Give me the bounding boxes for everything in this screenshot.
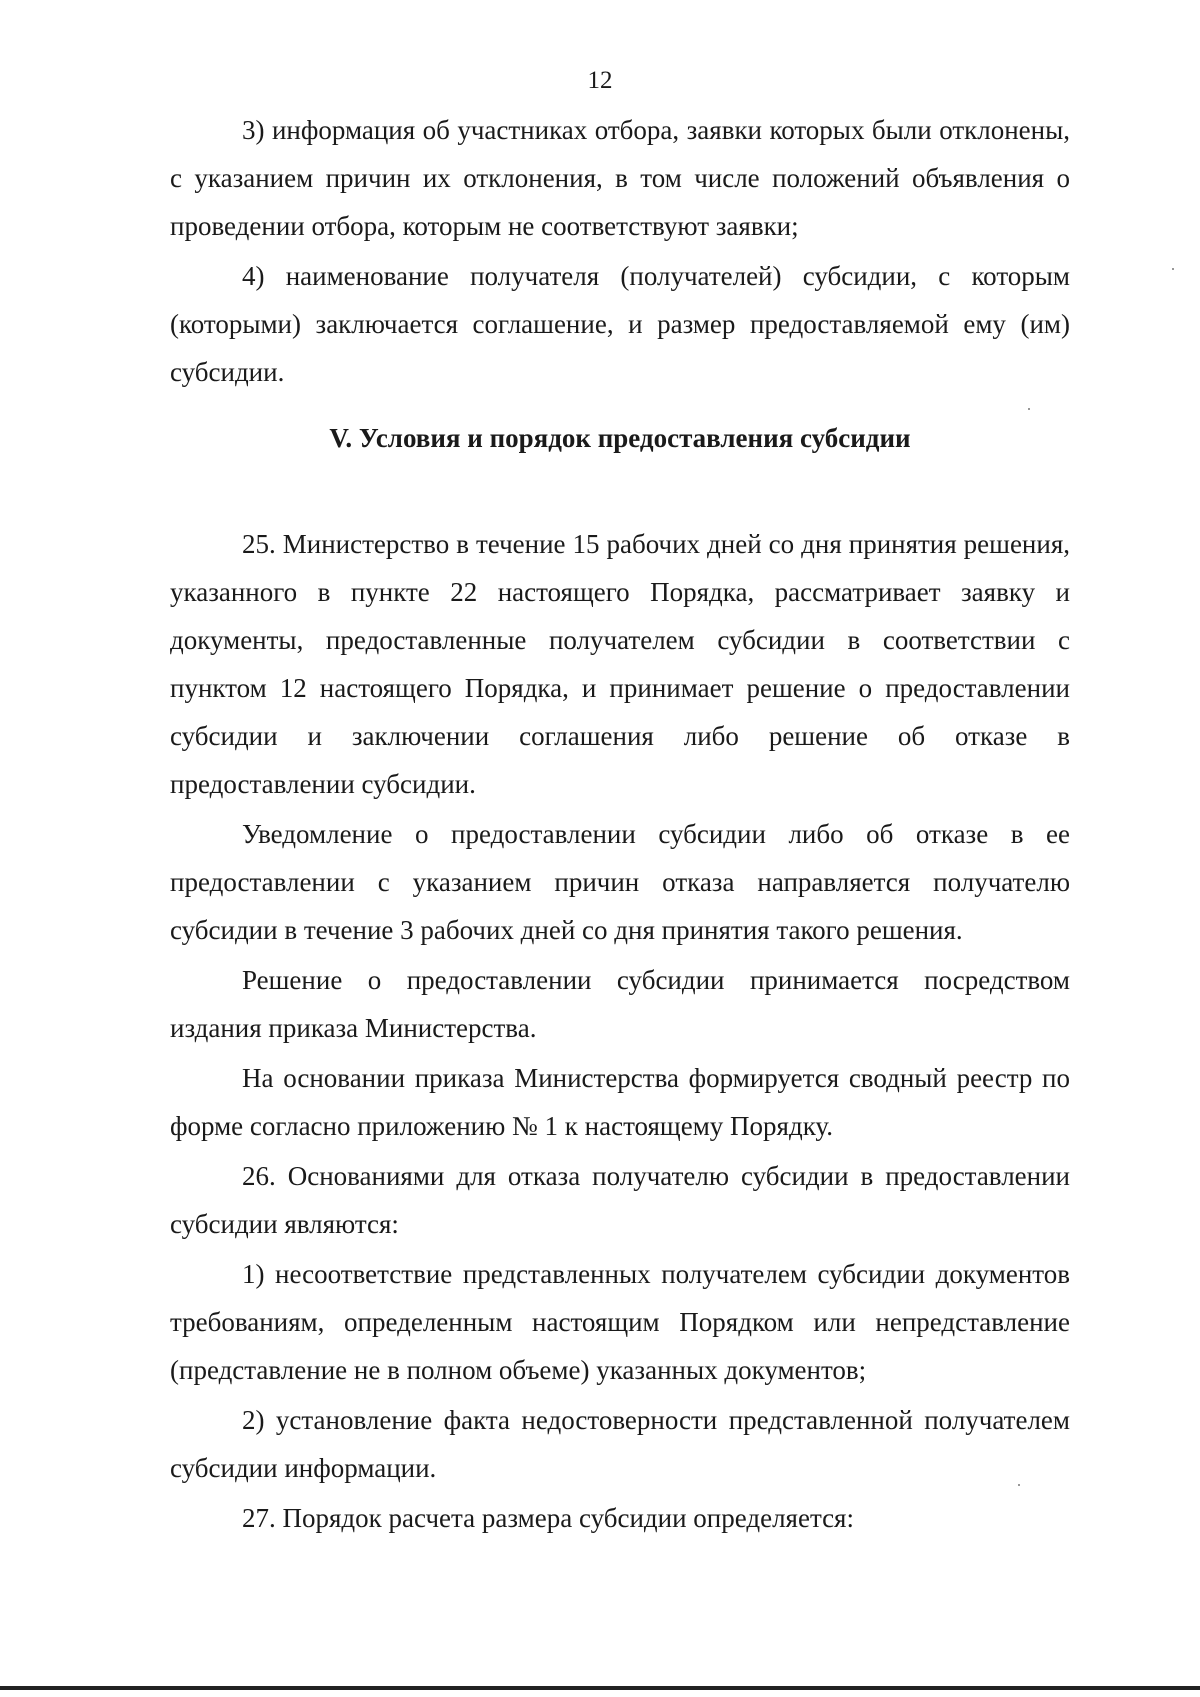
paragraph-item-4: 4) наименование получателя (получателей) субсидии, с которым (которыми) заключается соглашение, и размер предоставляемой ему (им) субсидии.	[170, 261, 1070, 387]
paragraph-registry: На основании приказа Министерства формируется сводный реестр по форме согласно приложению № 1 к настоящему Порядку.	[170, 1063, 1070, 1141]
page-number: 12	[587, 67, 613, 94]
paragraph-26-item-1: 1) несоответствие представленных получателем субсидии документов требованиям, определенным настоящим Порядком или непредставление (представление не в полном объеме) указанных документов;	[170, 1259, 1070, 1385]
document-body	[170, 106, 1070, 1542]
paragraph-notification: Уведомление о предоставлении субсидии либо об отказе в ее предоставлении с указанием причин отказа направляется получателю субсидии в течение 3 рабочих дней со дня принятия такого решения.	[170, 819, 1070, 945]
scan-speck	[1028, 408, 1030, 410]
paragraph-25: 25. Министерство в течение 15 рабочих дней со дня принятия решения, указанного в пункте 22 настоящего Порядка, рассматривает заявку и документы, предоставленные получателем субсидии в соответствии с пунктом 12 настоящего Порядка, и принимает решение о предоставлении субсидии и заключении соглашения либо решение об отказе в предоставлении субсидии.	[170, 529, 1070, 799]
paragraph-26: 26. Основаниями для отказа получателю субсидии в предоставлении субсидии являются:	[170, 1161, 1070, 1239]
scan-bottom-edge	[0, 1686, 1200, 1690]
paragraph-decision: Решение о предоставлении субсидии принимается посредством издания приказа Министерства.	[170, 965, 1070, 1043]
paragraph-item-3: 3) информация об участниках отбора, заявки которых были отклонены, с указанием причин их отклонения, в том числе положений объявления о проведении отбора, которым не соответствуют заявки;	[170, 115, 1070, 241]
scan-speck	[1018, 1484, 1020, 1486]
section-heading: V. Условия и порядок предоставления субсидии	[329, 423, 911, 453]
paragraph-27: 27. Порядок расчета размера субсидии определяется:	[242, 1503, 854, 1533]
paragraph-26-item-2: 2) установление факта недостоверности представленной получателем субсидии информации.	[170, 1405, 1070, 1483]
scan-speck	[1172, 268, 1174, 270]
